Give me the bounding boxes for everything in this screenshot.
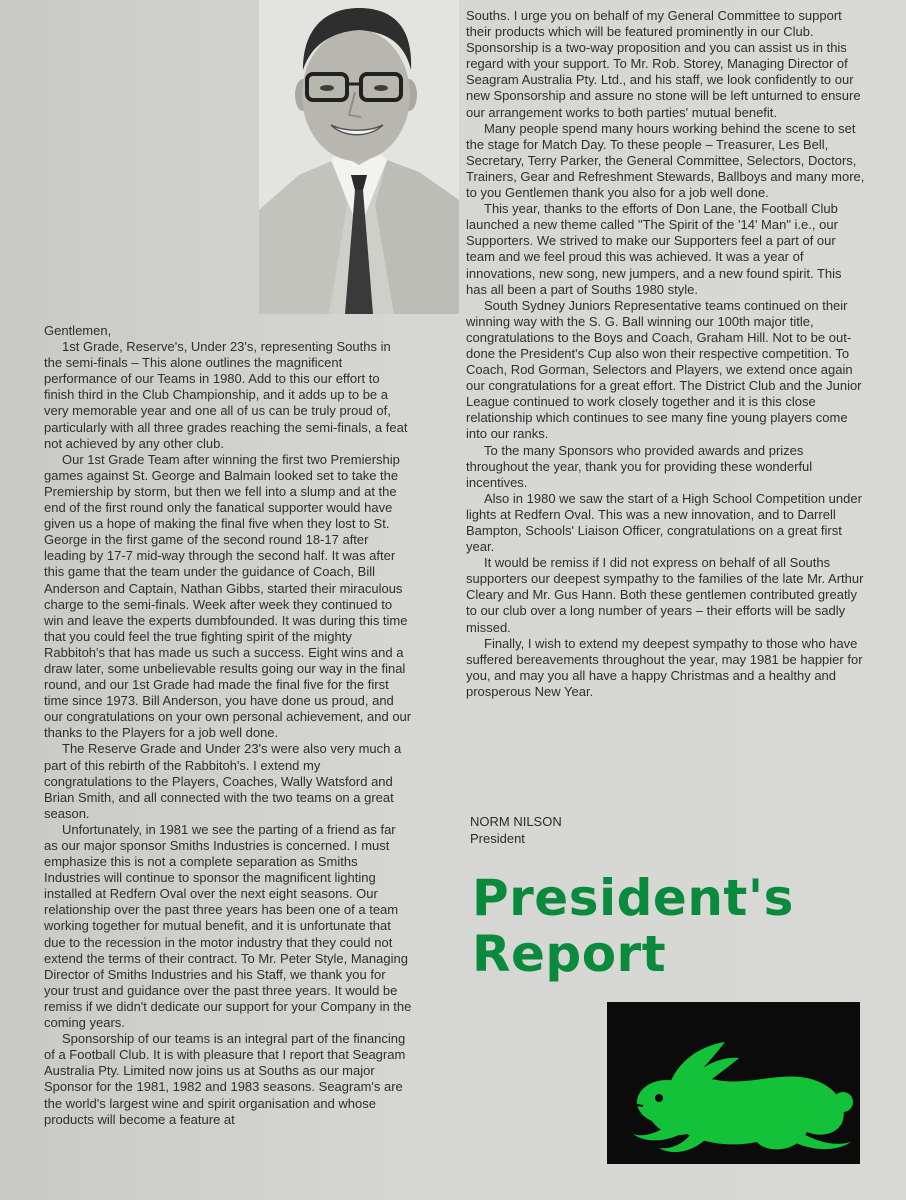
paragraph: Souths. I urge you on behalf of my General Committee to support their products which will be featured prominently in our Club. Sponsorship is a two-way proposition and you can assist us in this regard with your support. To Mr. Rob. Storey, Managing Director of Seagram Australia Pty. Ltd., and his staff, we look confidently to our new Sponsorship and assure no stone will be left unturned to ensure our arrangement works to both parties' mutual benefit. bbox=[466, 8, 861, 120]
right-text-column bbox=[466, 8, 866, 700]
title-line-1: President's bbox=[472, 869, 794, 927]
paragraph: It would be remiss if I did not express on behalf of all Souths supporters our deepest sympathy to the families of the late Mr. Arthur Cleary and Mr. Gus Hann. Both these gentlemen contributed greatly to our club over a long number of years – their efforts will be sadly missed. bbox=[466, 555, 864, 635]
signature-name: NORM NILSON bbox=[470, 814, 562, 829]
paragraph: This year, thanks to the efforts of Don Lane, the Football Club launched a new theme called "The Spirit of the '14' Man" i.e., our Supporters. We strived to make our Supporters feel a part of our team and we feel proud this was achieved. It was a year of innovations, new song, new jumpers, and a new found spirit. This has all been a part of Souths 1980 style. bbox=[466, 201, 842, 297]
salutation: Gentlemen, bbox=[44, 323, 112, 338]
rabbit-icon bbox=[607, 1002, 860, 1164]
paragraph: Our 1st Grade Team after winning the first two Premiership games against St. George and Balmain looked set to take the Premiership by storm, but then we fell into a slump and at the end of the first round only the fanatical supporter would have given us a hope of making the final five when they lost to St. George in the first game of the second round 18-17 after leading by 17-7 mid-way through the second half. It was after this game that the team under the guidance of Coach, Bill Anderson and Captain, Nathan Gibbs, started their miraculous charge to the semi-finals. Week after week they continued to win and leave the experts dumbfounded. It was during this time that you could feel the true fighting spirit of the mighty Rabbitoh's that has made us such a success. Eight wins and a draw later, some unbelievable results going our way in the final round, and our 1st Grade had made the final five for the first time since 1973. Bill Anderson, you have done us proud, and our congratulations on your own personal achievement, and our thanks to the Players for a job well done. bbox=[44, 451, 412, 741]
paragraph: To the many Sponsors who provided awards and prizes throughout the year, thank you for providing these wonderful incentives. bbox=[466, 442, 813, 490]
paragraph: The Reserve Grade and Under 23's were also very much a part of this rebirth of the Rabbitoh's. I extend my congratulations to the Players, Coaches, Wally Watsford and Brian Smith, and all connected with the two teams on a great season. bbox=[44, 741, 402, 821]
paragraph: 1st Grade, Reserve's, Under 23's, representing Souths in the semi-finals – This alone outlines the magnificent performance of our Teams in 1980. Add to this our effort to finish third in the Club Championship, and it adds up to be a very memorable year and one all of us can be truly proud of, particularly with all three grades reaching the semi-finals, a feat not achieved by any other club. bbox=[44, 339, 408, 451]
president-portrait-photo bbox=[259, 0, 459, 314]
title-line-2: Report bbox=[472, 925, 667, 983]
signature-role: President bbox=[470, 831, 525, 846]
left-text-column bbox=[44, 323, 412, 1128]
club-logo bbox=[607, 1002, 860, 1164]
paragraph: Many people spend many hours working behind the scene to set the stage for Match Day. To these people – Treasurer, Les Bell, Secretary, Terry Parker, the General Committee, Selectors, Doctors, Trainers, Gear and Refreshment Stewards, Ballboys and many more, to you Gentlemen thank you also for a job well done. bbox=[466, 120, 865, 201]
paragraph: Unfortunately, in 1981 we see the parting of a friend as far as our major sponsor Smiths Industries is concerned. I must emphasize this is not a complete separation as Smiths Industries will continue to sponsor the magnificent lighting installed at Redfern Oval over the next eight seasons. Our relationship over the past three years has been one of a team working together for mutual benefit, and it is unfortunate that due to the recession in the motor industry that they could not extend the terms of their contract. To Mr. Peter Style, Managing Director of Smiths Industries and his Staff, we thank you for your trust and guidance over the past three years. It would be remiss if we didn't dedicate our support for your Company in the coming years. bbox=[44, 821, 412, 1031]
paragraph: South Sydney Juniors Representative teams continued on their winning way with the S. G. Ball winning our 100th major title, congratulations to the Boys and Coach, Graham Hill. Not to be out-done the President's Cup also won their respective competition. To Coach, Rod Gorman, Selectors and Players, we extend once again our congratulations for a great effort. The District Club and the Junior League continued to work closely together and it is this close relationship which continues to see many fine young players come into our ranks. bbox=[466, 297, 862, 442]
paragraph: Also in 1980 we saw the start of a High School Competition under lights at Redfern Oval. This was a new innovation, and to Darrell Bampton, Schools' Liaison Officer, congratulations on a great first year. bbox=[466, 490, 862, 555]
paragraph: Sponsorship of our teams is an integral part of the financing of a Football Club. It is with pleasure that I report that Seagram Australia Pty. Limited now joins us at Souths as our major Sponsor for the 1981, 1982 and 1983 seasons. Seagram's are the world's largest wine and spirit organisation and whose products will become a feature at bbox=[44, 1031, 406, 1127]
signature-block bbox=[470, 813, 562, 847]
page-title bbox=[472, 870, 794, 982]
paragraph: Finally, I wish to extend my deepest sympathy to those who have suffered bereavements throughout the year, may 1981 be happier for you, and may you all have a happy Christmas and a healthy and prosperous New Year. bbox=[466, 635, 863, 699]
